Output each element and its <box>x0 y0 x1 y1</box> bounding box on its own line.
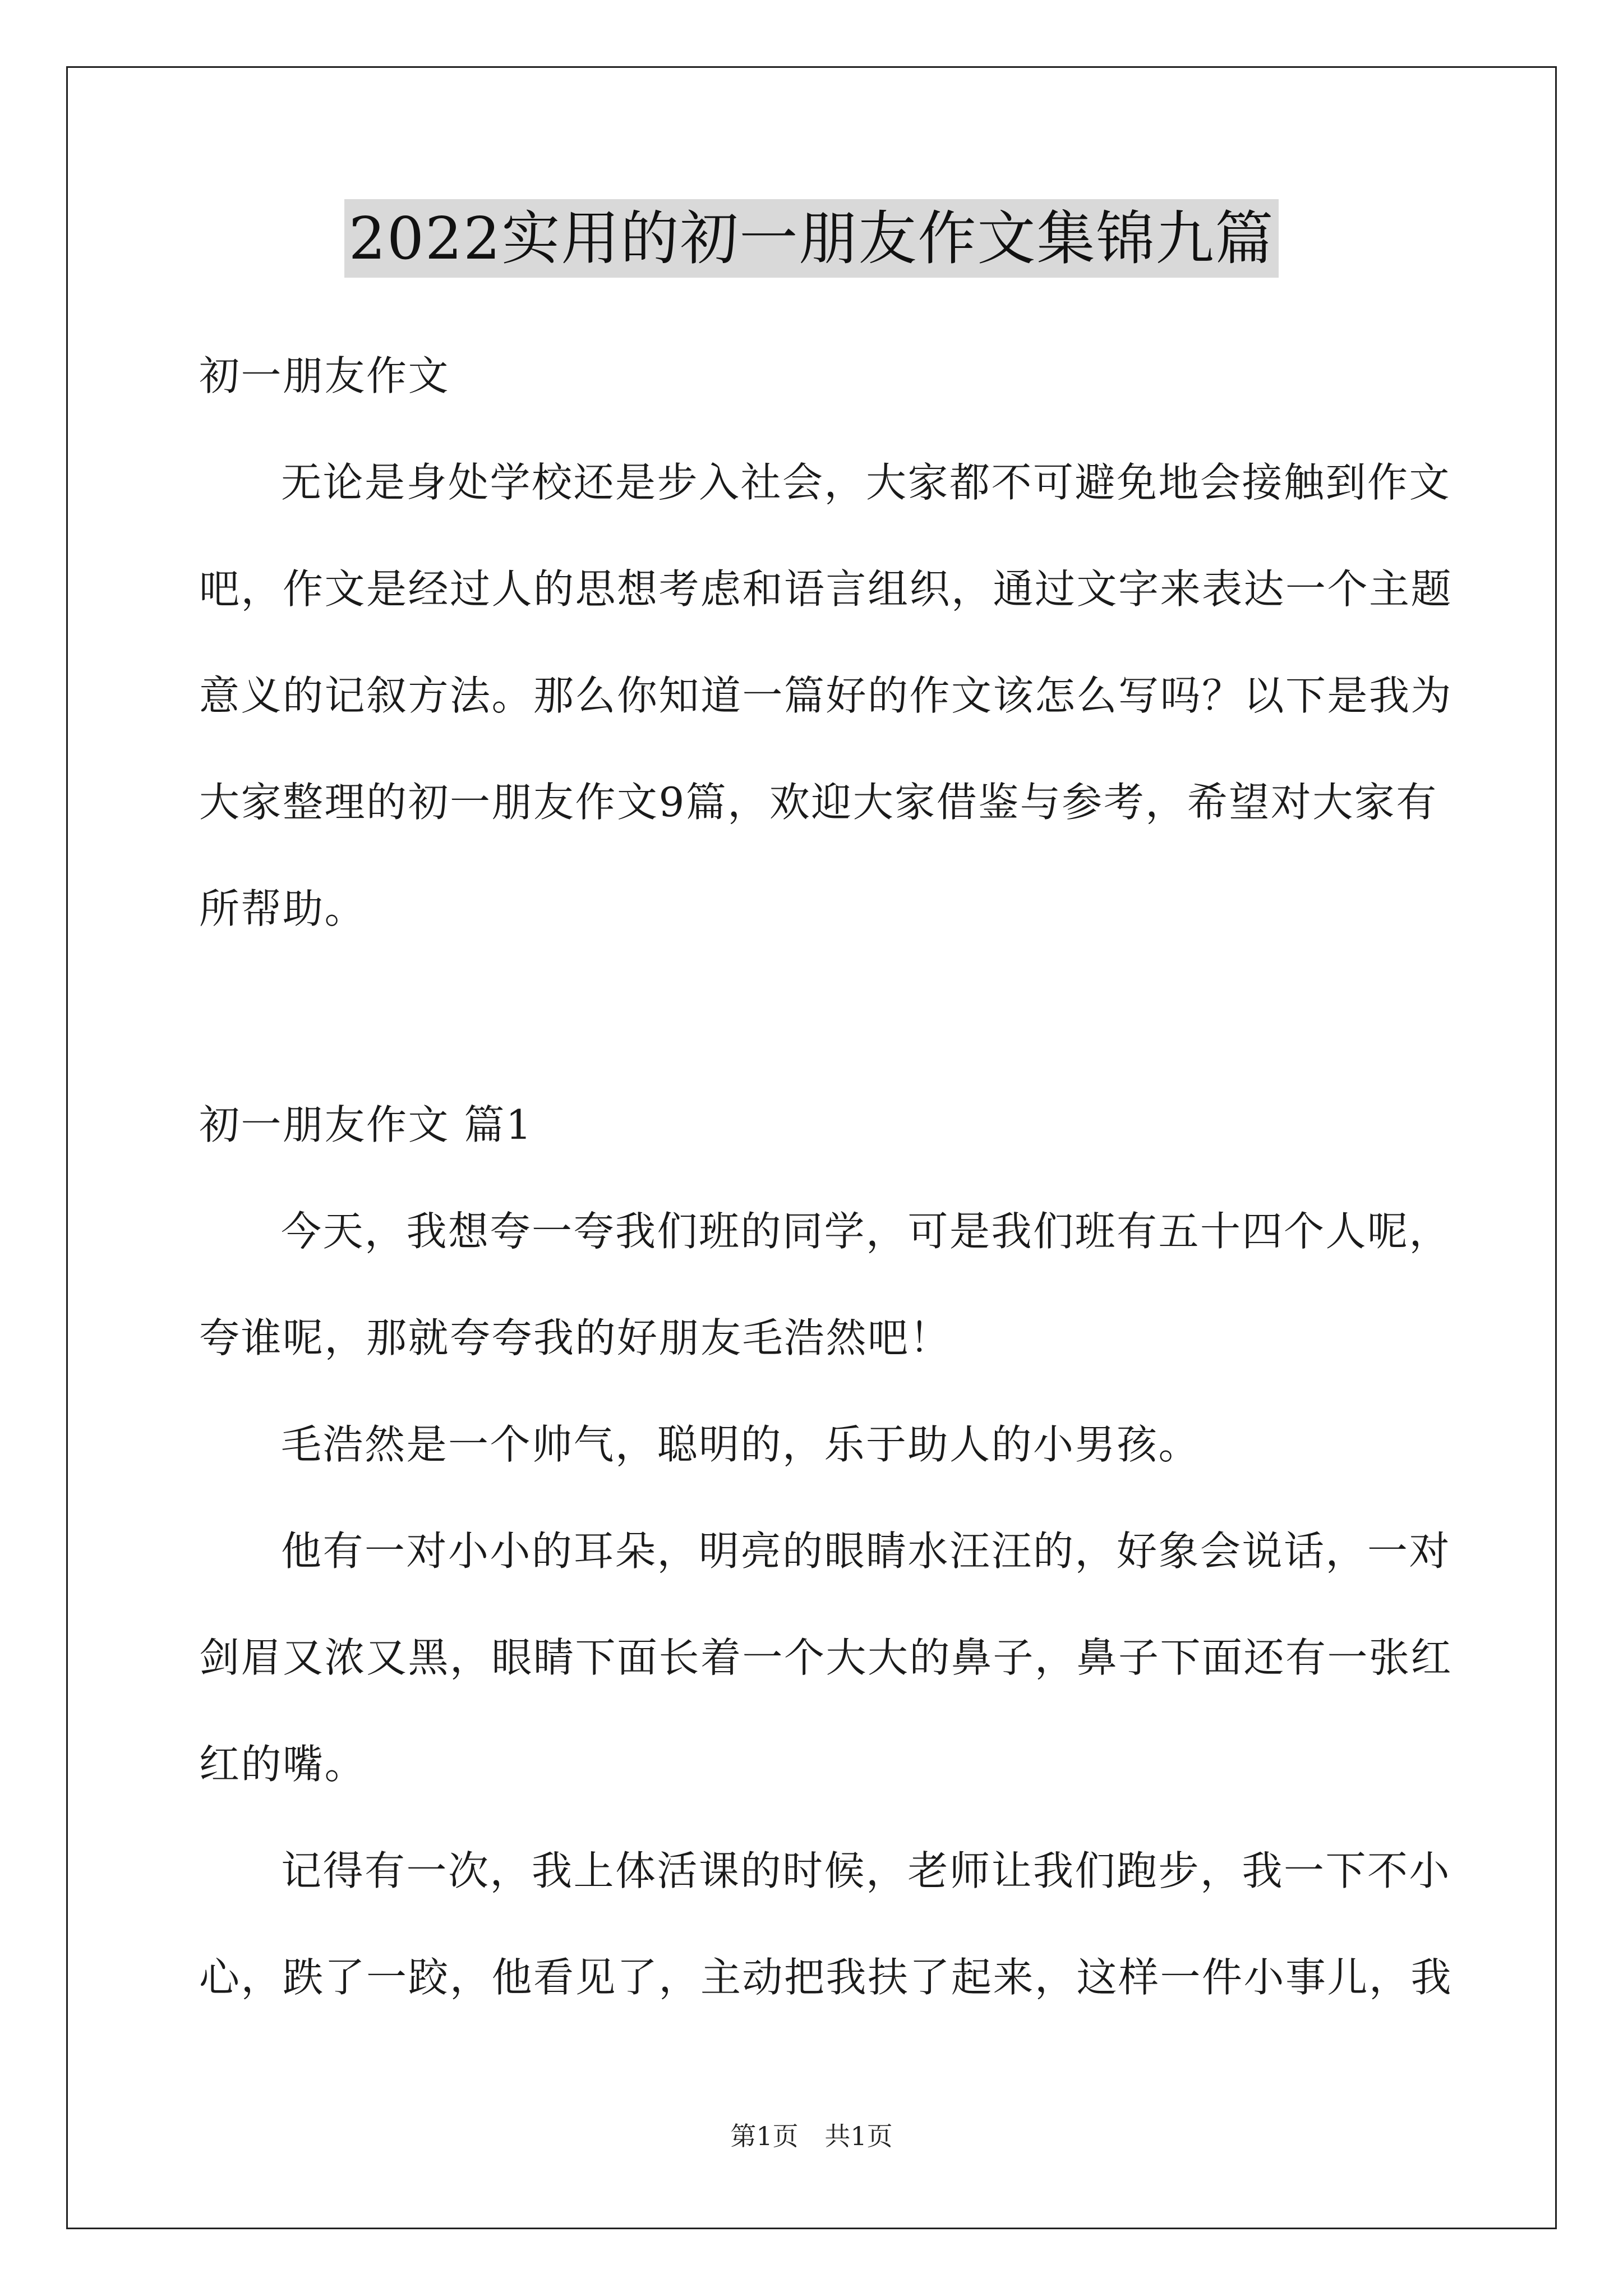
paragraph-line: 剑眉又浓又黑，眼睛下面长着一个大大的鼻子，鼻子下面还有一张红 <box>199 1634 1453 1681</box>
paragraph-line: 夸谁呢，那就夸夸我的好朋友毛浩然吧！ <box>199 1314 952 1361</box>
page-number: 第1页 <box>730 2121 799 2151</box>
paragraph-line: 他有一对小小的耳朵，明亮的眼睛水汪汪的，好象会说话，一对 <box>281 1527 1451 1575</box>
document-title: 2022实用的初一朋友作文集锦九篇 <box>344 199 1279 278</box>
page-total: 共1页 <box>824 2121 893 2151</box>
intro-line: 大家整理的初一朋友作文9篇，欢迎大家借鉴与参考，希望对大家有 <box>199 779 1438 826</box>
intro-line: 意义的记叙方法。那么你知道一篇好的作文该怎么写吗？以下是我为 <box>199 672 1453 719</box>
article-heading: 初一朋友作文 篇1 <box>199 1101 533 1148</box>
intro-line: 吧，作文是经过人的思想考虑和语言组织，通过文字来表达一个主题 <box>199 565 1453 613</box>
paragraph-line: 红的嘴。 <box>199 1741 367 1788</box>
title-container <box>0 199 1623 278</box>
intro-line: 所帮助。 <box>199 885 367 932</box>
paragraph-line: 毛浩然是一个帅气，聪明的，乐于助人的小男孩。 <box>281 1421 1201 1468</box>
paragraph-line: 今天，我想夸一夸我们班的同学，可是我们班有五十四个人呢， <box>281 1208 1451 1255</box>
document-body <box>199 303 1453 2005</box>
paragraph-line: 记得有一次，我上体活课的时候，老师让我们跑步，我一下不小 <box>281 1847 1451 1894</box>
page-footer <box>0 2119 1623 2153</box>
section-heading: 初一朋友作文 <box>199 352 450 399</box>
intro-line: 无论是身处学校还是步入社会，大家都不可避免地会接触到作文 <box>281 459 1451 506</box>
paragraph-line: 心，跌了一跤，他看见了，主动把我扶了起来，这样一件小事儿，我 <box>199 1954 1453 2001</box>
